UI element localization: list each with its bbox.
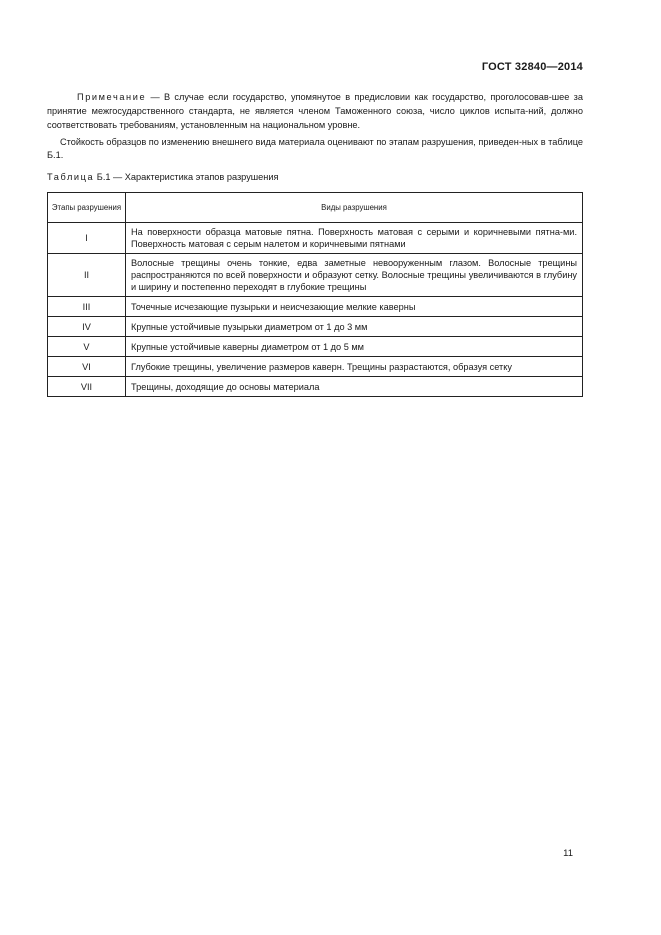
stage-description: Точечные исчезающие пузырьки и неисчезающие мелкие каверны [126, 297, 583, 317]
stage-description: Трещины, доходящие до основы материала [126, 377, 583, 397]
stage-number: III [48, 297, 126, 317]
table-caption [47, 172, 278, 182]
body-paragraph-text: Стойкость образцов по изменению внешнего вида материала оценивают по этапам разрушения, приведен-ных в таблице Б.1. [47, 137, 583, 160]
destruction-stages-table [47, 192, 583, 397]
table-caption-label: Таблица [47, 172, 95, 182]
table-row [48, 377, 583, 397]
stage-number: IV [48, 317, 126, 337]
table-row [48, 254, 583, 297]
document-id: ГОСТ 32840—2014 [481, 61, 583, 73]
table-row [48, 317, 583, 337]
note-dash: — [150, 92, 160, 102]
stage-description: Волосные трещины очень тонкие, едва заметные невооруженным глазом. Волосные трещины распространяются по всей поверхности и образуют сетку. Волосные трещины увеличиваются в глубину и ширину и постепенно переходят в глубокие трещины [126, 254, 583, 297]
stage-number: VI [48, 357, 126, 377]
stage-number: II [48, 254, 126, 297]
stage-description: На поверхности образца матовые пятна. Поверхность матовая с серыми и коричневыми пятна-ми. Поверхность матовая с серым налетом и коричневыми пятнами [126, 223, 583, 254]
note-text: В случае если государство, упомянутое в предисловии как государство, проголосовав-шее за принятие межгосударственного стандарта, не является членом Таможенного союза, число циклов испыта-ний, должно соответствовать требованиям, установленным на национальном уровне. [47, 92, 583, 130]
page-number: 11 [563, 848, 573, 859]
table-row [48, 337, 583, 357]
stage-number: V [48, 337, 126, 357]
stage-description: Глубокие трещины, увеличение размеров каверн. Трещины разрастаются, образуя сетку [126, 357, 583, 377]
header-stage: Этапы разрушения [48, 193, 126, 223]
note-label: Примечание [77, 92, 147, 102]
table-row [48, 297, 583, 317]
table-row [48, 223, 583, 254]
stage-number: I [48, 223, 126, 254]
table-header-row [48, 193, 583, 223]
stage-number: VII [48, 377, 126, 397]
body-paragraph [47, 136, 583, 162]
stage-description: Крупные устойчивые пузырьки диаметром от 1 до 3 мм [126, 317, 583, 337]
table-caption-text: Б.1 — Характеристика этапов разрушения [96, 172, 279, 182]
table-row [48, 357, 583, 377]
stage-description: Крупные устойчивые каверны диаметром от 1 до 5 мм [126, 337, 583, 357]
header-type: Виды разрушения [126, 193, 583, 223]
note-paragraph [47, 90, 583, 132]
